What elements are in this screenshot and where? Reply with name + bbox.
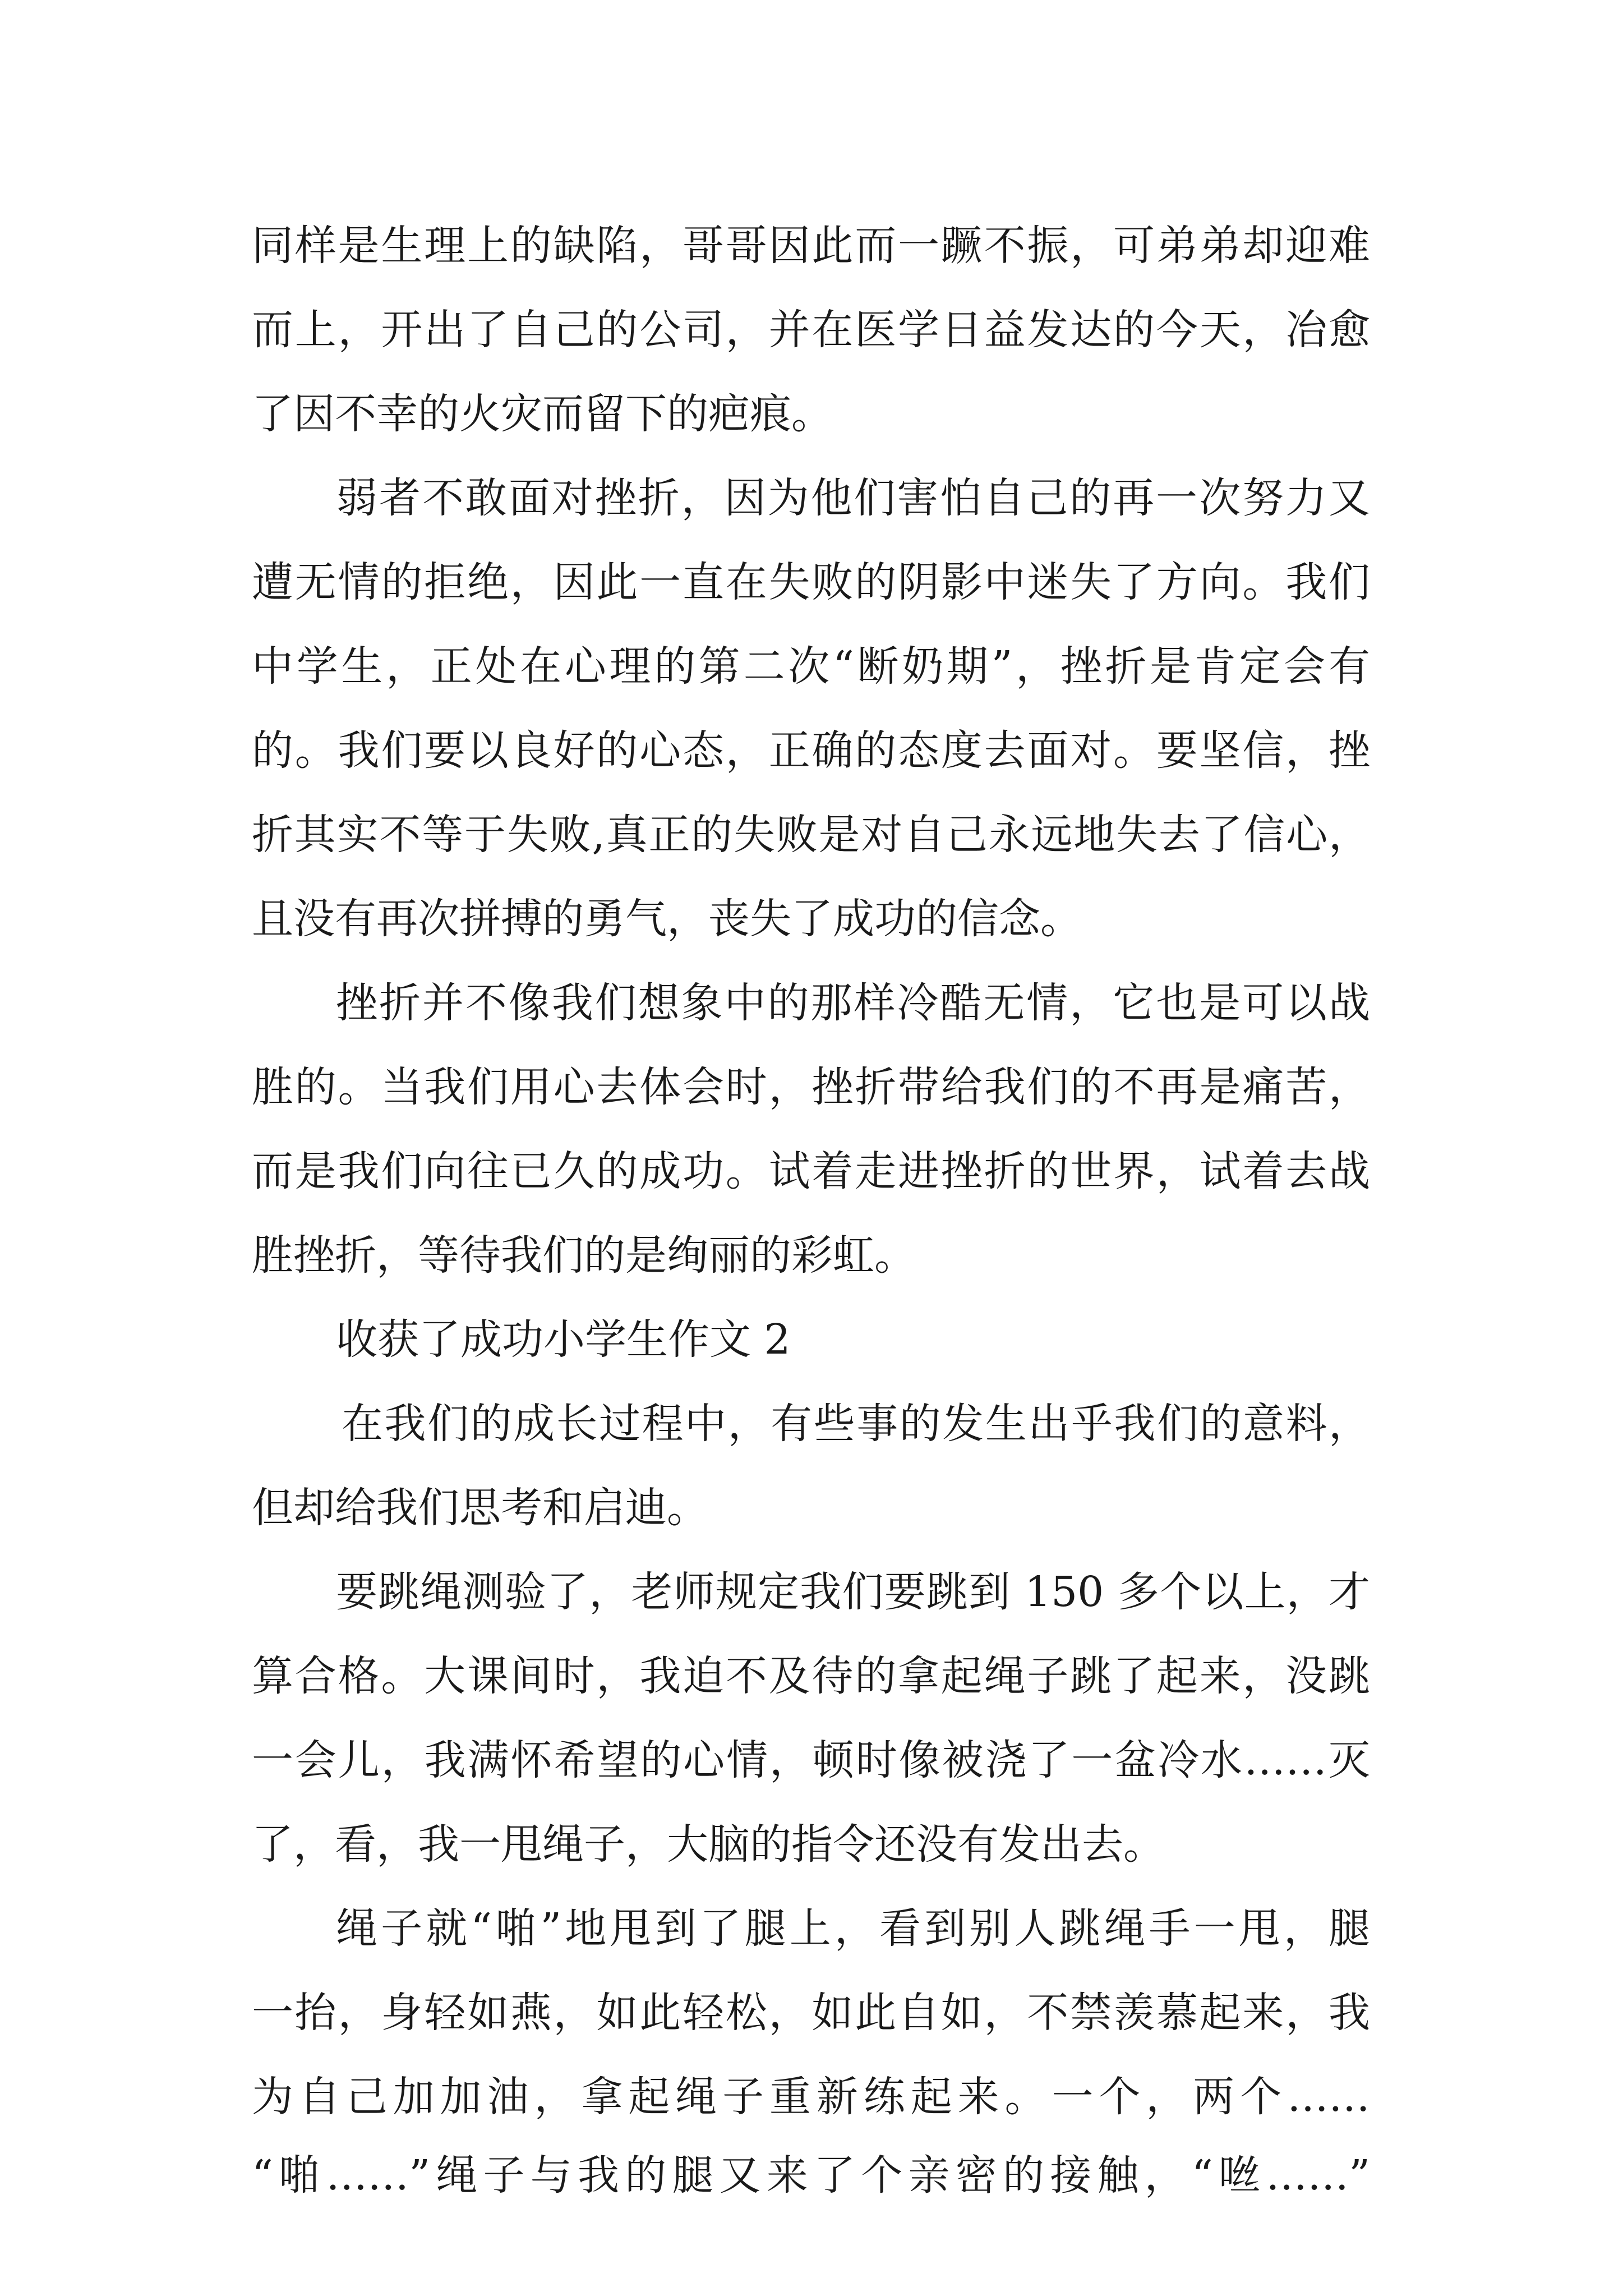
text-line: 胜的。当我们用心去体会时，挫折带给我们的不再是痛苦， — [252, 1063, 1370, 1111]
text-line: 为自己加加油，拿起绳子重新练起来。一个，两个…… — [252, 2073, 1370, 2121]
text-line: 而上，开出了自己的公司，并在医学日益发达的今天，冶愈 — [252, 306, 1370, 354]
text-line: 一抬，身轻如燕，如此轻松，如此自如，不禁羡慕起来，我 — [252, 1989, 1370, 2037]
text-line: 要跳绳测验了，老师规定我们要跳到 150 多个以上，才 — [336, 1568, 1370, 1616]
text-line: 算合格。大课间时，我迫不及待的拿起绳子跳了起来，没跳 — [252, 1652, 1370, 1700]
text-line: 了，看，我一甩绳子，大脑的指令还没有发出去。 — [252, 1820, 1165, 1869]
text-line: 了因不幸的火灾而留下的疤痕。 — [252, 390, 833, 438]
text-line: “啪……”绳子与我的腿又来了个亲密的接触，“咝……” — [252, 2151, 1370, 2200]
section-heading: 收获了成功小学生作文 2 — [336, 1315, 791, 1364]
text-line: 遭无情的拒绝，因此一直在失败的阴影中迷失了方向。我们 — [252, 558, 1370, 606]
text-line: 但却给我们思考和启迪。 — [252, 1484, 708, 1532]
text-line: 中学生，正处在心理的第二次“断奶期”，挫折是肯定会有 — [252, 642, 1370, 691]
text-line: 一会儿，我满怀希望的心情，顿时像被浇了一盆冷水……灭 — [252, 1736, 1370, 1784]
text-line: 胜挫折，等待我们的是绚丽的彩虹。 — [252, 1231, 916, 1280]
text-line: 挫折并不像我们想象中的那样冷酷无情，它也是可以战 — [336, 979, 1370, 1027]
text-line: 在我们的成长过程中，有些事的发生出乎我们的意料， — [342, 1400, 1370, 1448]
text-line: 且没有再次拼搏的勇气，丧失了成功的信念。 — [252, 895, 1082, 943]
text-line: 的。我们要以良好的心态，正确的态度去面对。要坚信，挫 — [252, 726, 1370, 775]
text-line: 而是我们向往已久的成功。试着走进挫折的世界，试着去战 — [252, 1147, 1370, 1195]
text-line: 折其实不等于失败,真正的失败是对自己永远地失去了信心， — [252, 811, 1370, 859]
text-line: 同样是生理上的缺陷，哥哥因此而一蹶不振，可弟弟却迎难 — [252, 222, 1370, 270]
text-line: 弱者不敢面对挫折，因为他们害怕自己的再一次努力又 — [336, 474, 1370, 522]
text-line: 绳子就“啪”地甩到了腿上，看到别人跳绳手一甩，腿 — [336, 1904, 1370, 1953]
